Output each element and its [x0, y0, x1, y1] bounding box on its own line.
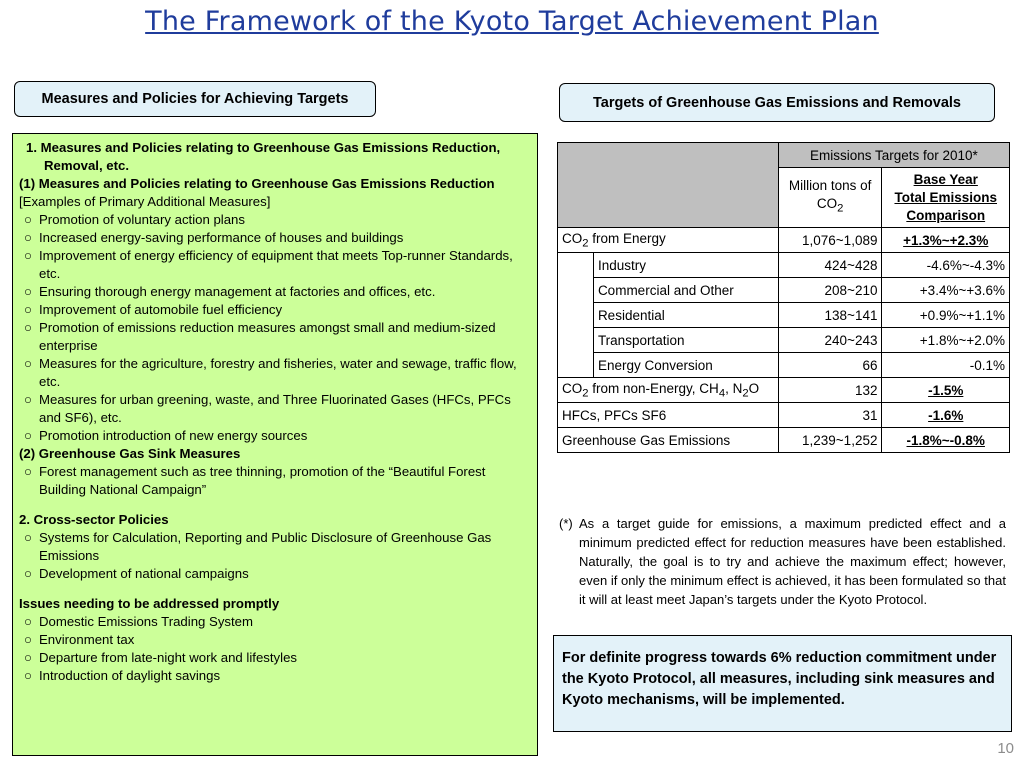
row-comparison: -1.5% — [882, 378, 1010, 403]
row-value: 240~243 — [778, 328, 882, 353]
list-item-text: Improvement of energy efficiency of equipment that meets Top-runner Standards, etc. — [39, 248, 513, 281]
circle-bullet-icon: ○ — [24, 566, 32, 581]
list-item — [19, 529, 531, 565]
row-comparison: -0.1% — [882, 353, 1010, 378]
list-item — [19, 283, 531, 301]
list-item-text: Development of national campaigns — [39, 566, 249, 581]
page-number: 10 — [997, 740, 1014, 757]
row-label: Energy Conversion — [593, 353, 778, 378]
measures-panel — [12, 133, 538, 756]
circle-bullet-icon: ○ — [24, 428, 32, 443]
row-comparison: +1.3%~+2.3% — [882, 228, 1010, 253]
list-item — [19, 229, 531, 247]
row-comparison: +3.4%~+3.6% — [882, 278, 1010, 303]
row-value: 1,239~1,252 — [778, 428, 882, 453]
circle-bullet-icon: ○ — [24, 464, 32, 479]
list-item-text: Promotion of voluntary action plans — [39, 212, 245, 227]
section1-title: 1. Measures and Policies relating to Greenhouse Gas Emissions Reduction, Removal, etc. — [26, 140, 501, 173]
table-row-sector — [558, 278, 1010, 303]
circle-bullet-icon: ○ — [24, 650, 32, 665]
sub1-title: (1) Measures and Policies relating to Greenhouse Gas Emissions Reduction — [19, 176, 495, 191]
section2-title: 2. Cross-sector Policies — [19, 512, 169, 527]
circle-bullet-icon: ○ — [24, 212, 32, 227]
list-item — [19, 667, 531, 685]
indent-cell — [558, 328, 594, 353]
slide-title: The Framework of the Kyoto Target Achievement Plan — [145, 6, 879, 37]
sub2-list — [19, 463, 531, 499]
list-item-text: Measures for the agriculture, forestry and fisheries, water and sewage, traffic flow, etc. — [39, 356, 517, 389]
footnote-mark: (*) — [559, 516, 573, 531]
list-item — [19, 463, 531, 499]
row-comparison: -1.8%~-0.8% — [882, 428, 1010, 453]
row-label: Transportation — [593, 328, 778, 353]
table-row-sector — [558, 253, 1010, 278]
list-item — [19, 391, 531, 427]
footnote-text: As a target guide for emissions, a maximum predicted effect and a minimum predicted effect for reduction measures have been established. Naturally, the goal is to try and achieve the maximum effect; however, even if only the minimum effect is achieved, it has been formulated so that it will at least meet Japan’s targets under the Kyoto Protocol. — [579, 516, 1006, 607]
row-value: 138~141 — [778, 303, 882, 328]
table-row-total — [558, 428, 1010, 453]
circle-bullet-icon: ○ — [24, 320, 32, 335]
row-value: 132 — [778, 378, 882, 403]
list-item — [19, 613, 531, 631]
list-item — [19, 211, 531, 229]
table-row-non-energy — [558, 378, 1010, 403]
footnote — [559, 514, 1006, 609]
row-comparison: +1.8%~+2.0% — [882, 328, 1010, 353]
indent-cell — [558, 253, 594, 278]
row-value: 31 — [778, 403, 882, 428]
list-item — [19, 355, 531, 391]
row-label: $CO_2$ from non-Energy, $CH_4$, $N_2O$ — [558, 378, 779, 403]
circle-bullet-icon: ○ — [24, 392, 32, 407]
row-label: Greenhouse Gas Emissions — [558, 428, 779, 453]
col-comparison-header: Base Year Total Emissions Comparison — [882, 168, 1010, 228]
list-item-text: Systems for Calculation, Reporting and Public Disclosure of Greenhouse Gas Emissions — [39, 530, 492, 563]
table-row-sector — [558, 303, 1010, 328]
circle-bullet-icon: ○ — [24, 614, 32, 629]
indent-cell — [558, 303, 594, 328]
list-item-text: Environment tax — [39, 632, 135, 647]
indent-cell — [558, 353, 594, 378]
circle-bullet-icon: ○ — [24, 230, 32, 245]
row-label: Residential — [593, 303, 778, 328]
circle-bullet-icon: ○ — [24, 668, 32, 683]
row-value: 208~210 — [778, 278, 882, 303]
list-item-text: Departure from late-night work and lifestyles — [39, 650, 297, 665]
list-item — [19, 631, 531, 649]
list-item-text: Improvement of automobile fuel efficiency — [39, 302, 283, 317]
list-item-text: Introduction of daylight savings — [39, 668, 221, 683]
conclusion-box: For definite progress towards 6% reduction commitment under the Kyoto Protocol, all measures, including sink measures and Kyoto mechanisms, will be implemented. — [553, 635, 1012, 732]
list-item-text: Promotion introduction of new energy sources — [39, 428, 308, 443]
list-item — [19, 301, 531, 319]
row-comparison: +0.9%~+1.1% — [882, 303, 1010, 328]
row-value: 424~428 — [778, 253, 882, 278]
circle-bullet-icon: ○ — [24, 530, 32, 545]
emissions-targets-table — [557, 142, 1010, 453]
table-group-header: Emissions Targets for 2010* — [778, 143, 1009, 168]
indent-cell — [558, 278, 594, 303]
sub2-title: (2) Greenhouse Gas Sink Measures — [19, 446, 241, 461]
row-label: Commercial and Other — [593, 278, 778, 303]
sub1-note: [Examples of Primary Additional Measures] — [19, 194, 271, 209]
list-item — [19, 427, 531, 445]
list-item — [19, 649, 531, 667]
list-item-text: Promotion of emissions reduction measures amongst small and medium-sized enterprise — [39, 320, 496, 353]
list-item-text: Measures for urban greening, waste, and Three Fluorinated Gases (HFCs, PFCs and SF6), etc. — [39, 392, 511, 425]
col-million-tons-header: Million tons of $CO_2$ — [778, 168, 882, 228]
circle-bullet-icon: ○ — [24, 284, 32, 299]
section3-title: Issues needing to be addressed promptly — [19, 596, 280, 611]
circle-bullet-icon: ○ — [24, 302, 32, 317]
table-row-sector — [558, 328, 1010, 353]
circle-bullet-icon: ○ — [24, 248, 32, 263]
list-item-text: Increased energy-saving performance of houses and buildings — [39, 230, 404, 245]
section3-list — [19, 613, 531, 685]
section2-list — [19, 529, 531, 583]
table-corner — [558, 143, 779, 228]
list-item-text: Forest management such as tree thinning, promotion of the “Beautiful Forest Building National Campaign” — [39, 464, 486, 497]
row-label: $CO_2$ from Energy — [558, 228, 779, 253]
row-value: 1,076~1,089 — [778, 228, 882, 253]
circle-bullet-icon: ○ — [24, 632, 32, 647]
table-row-sector — [558, 353, 1010, 378]
list-item — [19, 247, 531, 283]
row-comparison: -4.6%~-4.3% — [882, 253, 1010, 278]
table-row-energy — [558, 228, 1010, 253]
row-value: 66 — [778, 353, 882, 378]
measures-header: Measures and Policies for Achieving Targets — [14, 81, 376, 117]
sub1-list — [19, 211, 531, 445]
row-label: HFCs, PFCs SF6 — [558, 403, 779, 428]
table-row-hfc — [558, 403, 1010, 428]
list-item-text: Ensuring thorough energy management at factories and offices, etc. — [39, 284, 436, 299]
list-item — [19, 565, 531, 583]
row-comparison: -1.6% — [882, 403, 1010, 428]
list-item-text: Domestic Emissions Trading System — [39, 614, 253, 629]
targets-header: Targets of Greenhouse Gas Emissions and Removals — [559, 83, 995, 122]
circle-bullet-icon: ○ — [24, 356, 32, 371]
list-item — [19, 319, 531, 355]
row-label: Industry — [593, 253, 778, 278]
